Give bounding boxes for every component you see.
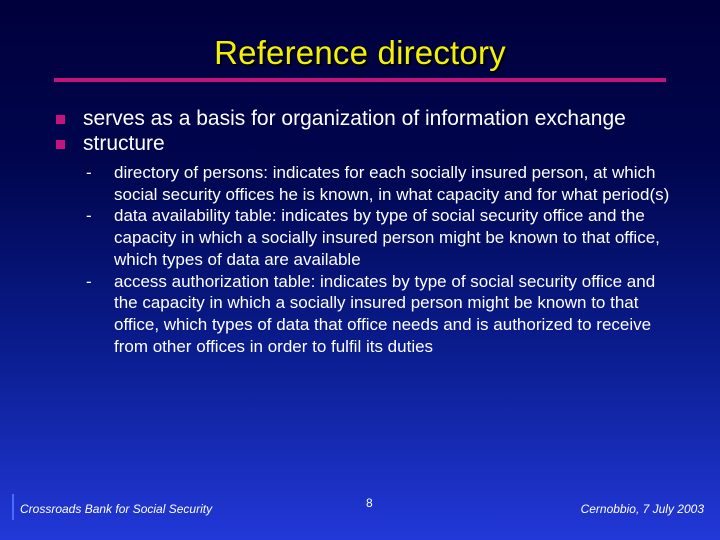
bullet-text: serves as a basis for organization of information exchange	[83, 107, 626, 130]
bullet-item	[56, 131, 676, 156]
dash-marker: -	[86, 271, 92, 291]
footer-date-location: Cernobbio, 7 July 2003	[580, 502, 704, 516]
footer-accent-bar	[12, 494, 14, 520]
dash-marker: -	[86, 163, 92, 182]
sub-bullet-item	[86, 162, 676, 205]
dash-marker: -	[86, 206, 92, 226]
slide-content	[56, 106, 676, 357]
footer-organization: Crossroads Bank for Social Security	[20, 502, 213, 516]
bullet-item	[56, 106, 676, 131]
page-number: 8	[366, 496, 373, 510]
sub-bullet-text: data availability table: indicates by type of social security office and the capacity in which a socially insured person might be known to that office, which types of data are available	[114, 206, 660, 269]
bullet-text: structure	[83, 132, 165, 155]
square-bullet-icon	[56, 115, 65, 124]
square-bullet-icon	[56, 140, 65, 149]
slide-title: Reference directory	[214, 34, 506, 71]
sub-bullet-text: directory of persons: indicates for each socially insured person, at which social security offices he is known, in what capacity and for what period(s)	[114, 163, 670, 204]
sub-bullet-item	[86, 271, 676, 358]
title-underline	[54, 78, 666, 82]
sub-bullet-text: access authorization table: indicates by type of social security office and the capacity in which a socially insured person might be known to that office, which types of data that office needs and is authorized to receive from other offices in order to fulfil its duties	[114, 271, 656, 356]
sub-bullet-list	[86, 162, 676, 357]
sub-bullet-item	[86, 205, 676, 270]
